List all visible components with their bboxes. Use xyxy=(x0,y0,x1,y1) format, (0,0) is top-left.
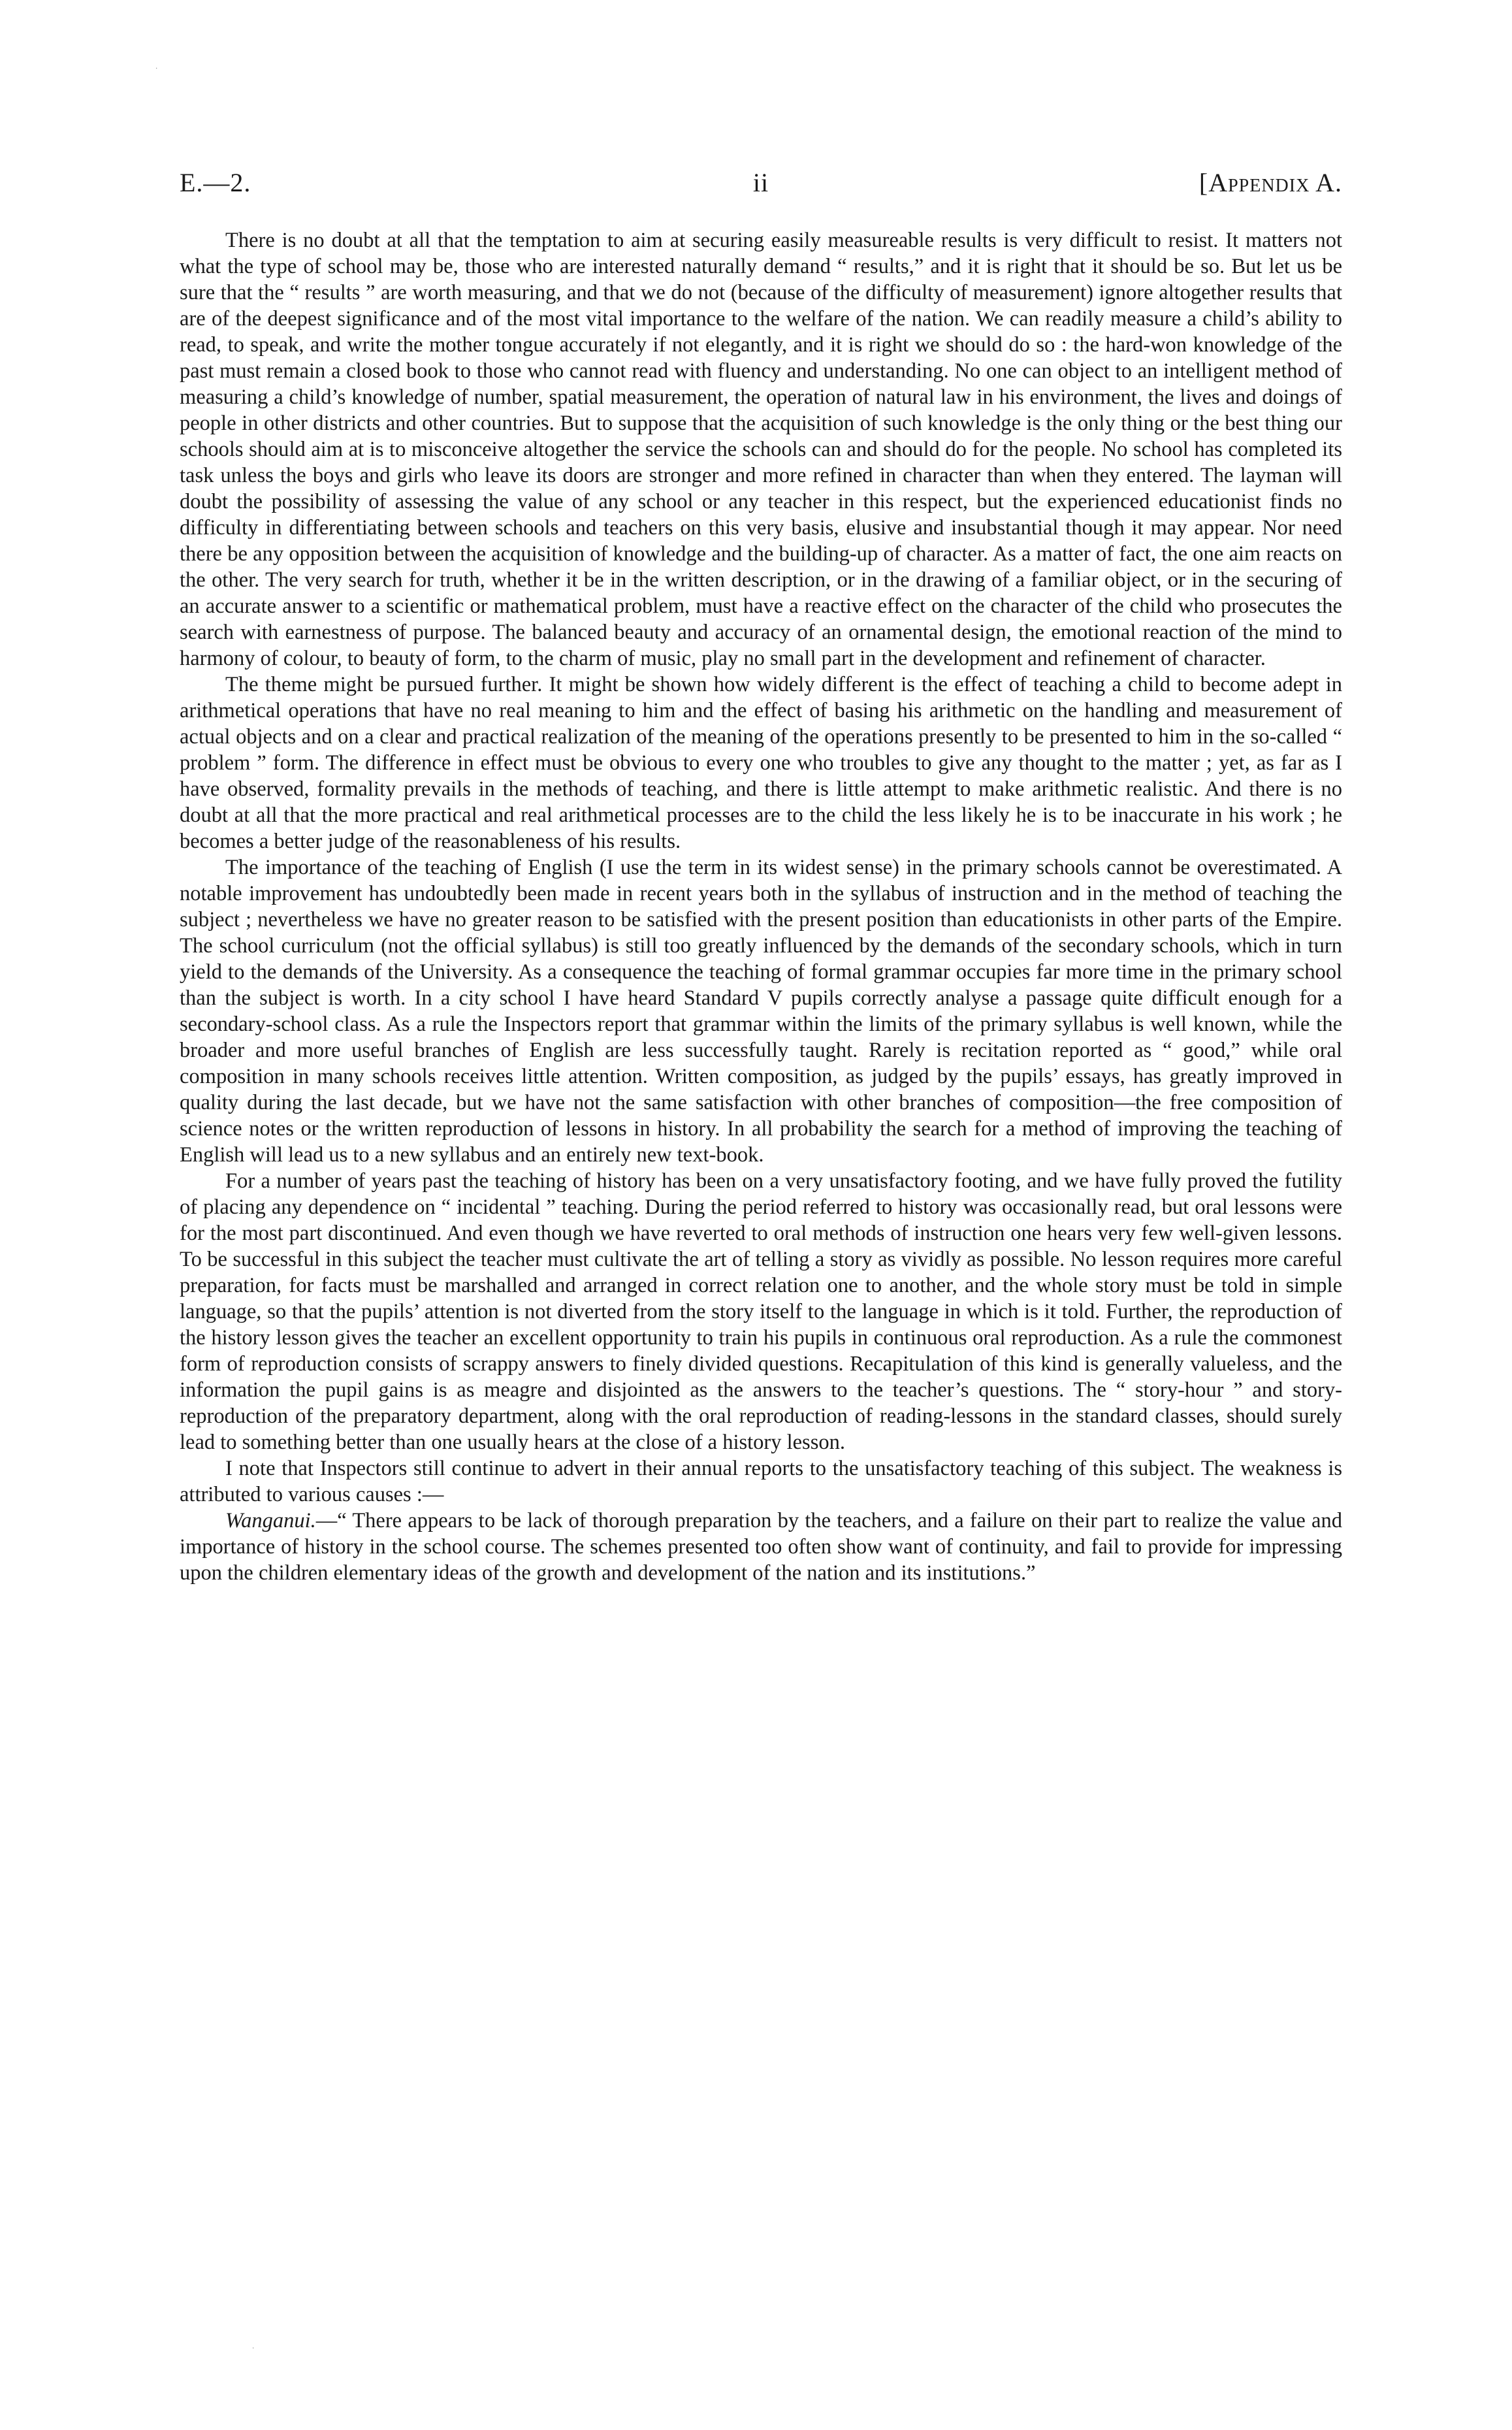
header-page-number: ii xyxy=(752,168,769,197)
paragraph-arithmetic: The theme might be pursued further. It might be shown how widely different is the effect of teaching a child to become adept in arithmetical operations that have no real meaning to him and the effect of basing his arithmetic on the handling and measurement of actual objects and on a clear and practical realization of the meaning of the operations presently to be presented to him in the so-called “ problem ” form. The difference in effect must be obvious to every one who troubles to give any thought to the matter ; yet, as far as I have observed, formality prevails in the methods of teaching, and there is little attempt to make arithmetic realistic. And there is no doubt at all that the more practical and real arithmetical processes are to the child the less likely he is to be inaccurate in his work ; he becomes a better judge of the reasonableness of his results. xyxy=(180,673,1342,853)
paragraph-english: The importance of the teaching of English (I use the term in its widest sense) in the primary schools cannot be overestimated. A notable improvement has undoubtedly been made in recent years both in the syllabus of instruction and in the method of teaching the subject ; nevertheless we have no greater reason to be satisfied with the present position than educationists in other parts of the Empire. The school curriculum (not the official syllabus) is still too greatly influenced by the demands of the secondary schools, which in turn yield to the demands of the University. As a consequence the teaching of formal grammar occupies far more time in the primary school than the subject is worth. In a city school I have heard Standard V pupils correctly analyse a passage quite difficult enough for a secondary-school class. As a rule the Inspectors report that grammar within the limits of the primary syllabus is well known, while the broader and more useful branches of English are less successfully taught. Rarely is recitation reported as “ good,” while oral composition in many schools receives little attention. Written composition, as judged by the pupils’ essays, has greatly improved in quality during the last decade, but we have not the same satisfaction with other branches of composition—the free composition of science notes or the written reproduction of lessons in history. In all probability the search for a method of improving the teaching of English will lead us to a new syllabus and an entirely new text-book. xyxy=(180,856,1342,1167)
header-series-code: E.—2. xyxy=(180,168,251,197)
quote-text: —“ There appears to be lack of thorough preparation by the teachers, and a failure on their part to realize the value and importance of history in the school course. The schemes presented too often show want of continuity, and fail to provide for impressing upon the children elementary ideas of the growth and development of the nation and its institutions.” xyxy=(180,1509,1342,1585)
paragraph-history: For a number of years past the teaching of history has been on a very unsatisfactory footing, and we have fully proved the futility of placing any dependence on “ incidental ” teaching. During the period referred to history was occasionally read, but oral lessons were for the most part discontinued. And even though we have reverted to oral methods of instruction one hears very few well-given lessons. To be successful in this subject the teacher must cultivate the art of telling a story as vividly as possible. No lesson requires more careful preparation, for facts must be marshalled and arranged in correct relation one to another, and the whole story must be told in simple language, so that the pupils’ attention is not diverted from the story itself to the language in which is it told. Further, the reproduction of the history lesson gives the teacher an excellent opportunity to train his pupils in continuous oral reproduction. As a rule the commonest form of reproduction consists of scrappy answers to finely divided questions. Recapitulation of this kind is generally valueless, and the information the pupil gains is as meagre and disjointed as the answers to the teacher’s questions. The “ story-hour ” and story-reproduction of the preparatory department, along with the oral reproduction of reading-lessons in the standard classes, should surely lead to something better than one usually hears at the close of a history lesson. xyxy=(180,1169,1342,1454)
document-page xyxy=(180,163,1342,1586)
scan-speck: · xyxy=(252,2345,255,2352)
header-appendix-label: [Appendix A. xyxy=(1198,168,1342,197)
body-text xyxy=(180,227,1342,1586)
quote-place-name: Wanganui. xyxy=(225,1509,316,1532)
paragraph-measurable-results: There is no doubt at all that the temptation to aim at securing easily measureable results is very difficult to resist. It matters not what the type of school may be, those who are interested naturally demand “ results,” and it is right that it should be so. But let us be sure that the “ results ” are worth measuring, and that we do not (because of the difficulty of measurement) ignore altogether results that are of the deepest significance and of the most vital importance to the welfare of the nation. We can readily measure a child’s ability to read, to speak, and write the mother tongue accurately if not elegantly, and it is right we should do so : the hard-won knowledge of the past must remain a closed book to those who cannot read with fluency and understanding. No one can object to an intelligent method of measuring a child’s knowledge of number, spatial measurement, the operation of natural law in his environment, the lives and doings of people in other districts and other countries. But to suppose that the acquisition of such knowledge is the only thing or the best thing our schools should aim at is to misconceive altogether the service the schools can and should do for the people. No school has completed its task unless the boys and girls who leave its doors are stronger and more refined in character than when they entered. The layman will doubt the possibility of assessing the value of any school or any teacher in this respect, but the experienced educationist finds no difficulty in differentiating between schools and teachers on this very basis, elusive and insubstantial though it may appear. Nor need there be any opposition between the acquisition of knowledge and the building-up of character. As a matter of fact, the one aim reacts on the other. The very search for truth, whether it be in the written description, or in the drawing of a familiar object, or in the securing of an accurate answer to a scientific or mathematical problem, must have a reactive effect on the character of the child who prosecutes the search with earnestness of purpose. The balanced beauty and accuracy of an ornamental design, the emotional reaction of the mind to harmony of colour, to beauty of form, to the charm of music, play no small part in the development and refinement of character. xyxy=(180,229,1342,670)
paragraph-inspectors: I note that Inspectors still continue to advert in their annual reports to the unsatisfactory teaching of this subject. The weakness is attributed to various causes :— xyxy=(180,1457,1342,1506)
paragraph-wanganui-quote xyxy=(180,1508,1342,1586)
scan-speck: · xyxy=(155,65,158,73)
running-header xyxy=(180,163,1342,202)
